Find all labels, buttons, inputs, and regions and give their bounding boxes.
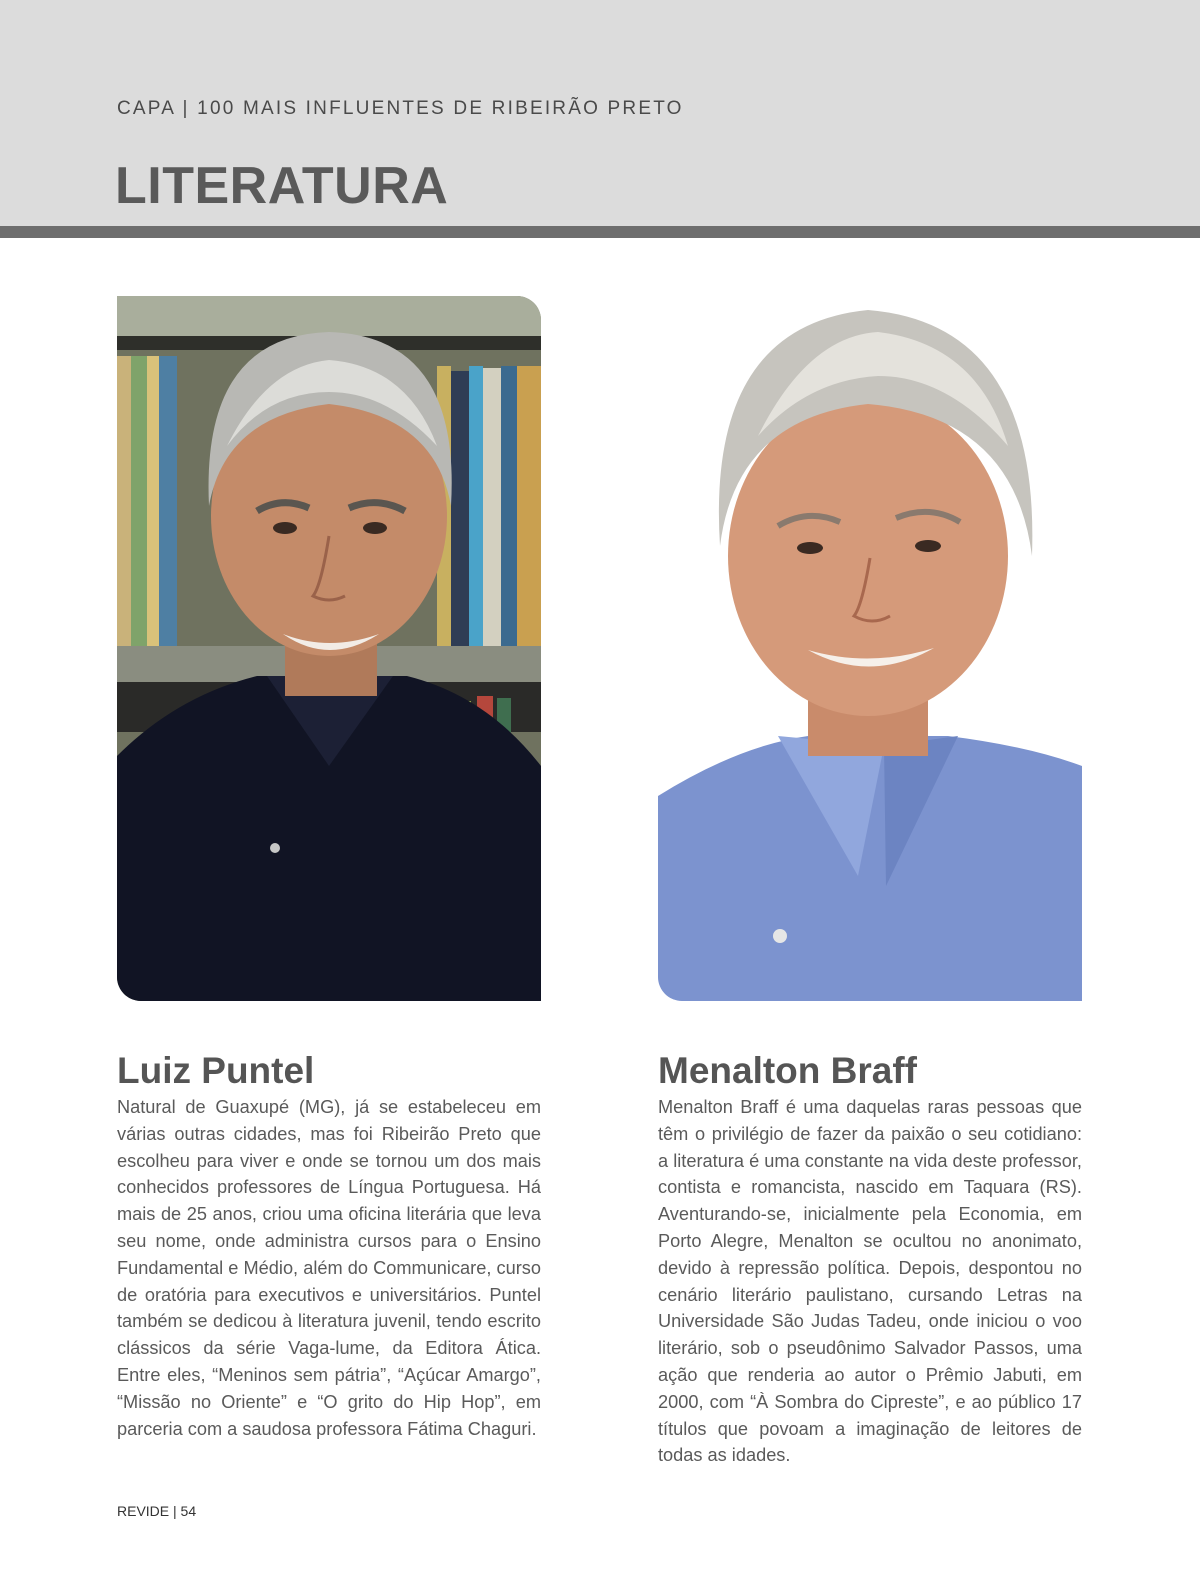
portrait-luiz-puntel-image [117, 296, 541, 1001]
page-footer: REVIDE | 54 [117, 1503, 197, 1519]
header-rule [0, 226, 1200, 238]
page-title: LITERATURA [115, 157, 449, 215]
portrait-menalton-braff-image [658, 296, 1082, 1001]
section-kicker: CAPA | 100 MAIS INFLUENTES DE RIBEIRÃO PRETO [117, 98, 684, 119]
profile-name: Luiz Puntel [117, 1050, 315, 1091]
profile-bio: Natural de Guaxupé (MG), já se estabeleceu em várias outras cidades, mas foi Ribeirão Preto que escolheu para viver e onde se tornou um dos mais conhecidos professores de Língua Portuguesa. Há mais de 25 anos, criou uma oficina literária que leva seu nome, onde administra cursos para o Ensino Fundamental e Médio, além do Communicare, curso de oratória para executivos e universitários. Puntel também se dedicou à literatura juvenil, tendo escrito clássicos da série Vaga-lume, da Editora Ática. Entre eles, “Meninos sem pátria”, “Açúcar Amargo”, “Missão no Oriente” e “O grito do Hip Hop”, em parceria com a saudosa professora Fátima Chaguri. [117, 1097, 541, 1439]
portrait-menalton-braff [658, 296, 1082, 1001]
header-band [0, 0, 1200, 226]
profile-bio: Menalton Braff é uma daquelas raras pessoas que têm o privilégio de fazer da paixão o seu cotidiano: a literatura é uma constante na vida deste professor, contista e romancista, nascido em Taquara (RS). Aventurando-se, inicialmente pela Economia, em Porto Alegre, Menalton se ocultou no anonimato, devido à repressão política. Depois, despontou no cenário literário paulistano, cursando Letras na Universidade São Judas Tadeu, onde iniciou o voo literário, sob o pseudônimo Salvador Passos, uma ação que renderia ao autor o Prêmio Jabuti, em 2000, com “À Sombra do Cipreste”, e ao público 17 títulos que povoam a imaginação de leitores de todas as idades. [658, 1097, 1082, 1466]
profile-luiz-puntel [117, 1050, 541, 1442]
profile-name: Menalton Braff [658, 1050, 917, 1091]
profile-menalton-braff [658, 1050, 1082, 1469]
portrait-luiz-puntel [117, 296, 541, 1001]
